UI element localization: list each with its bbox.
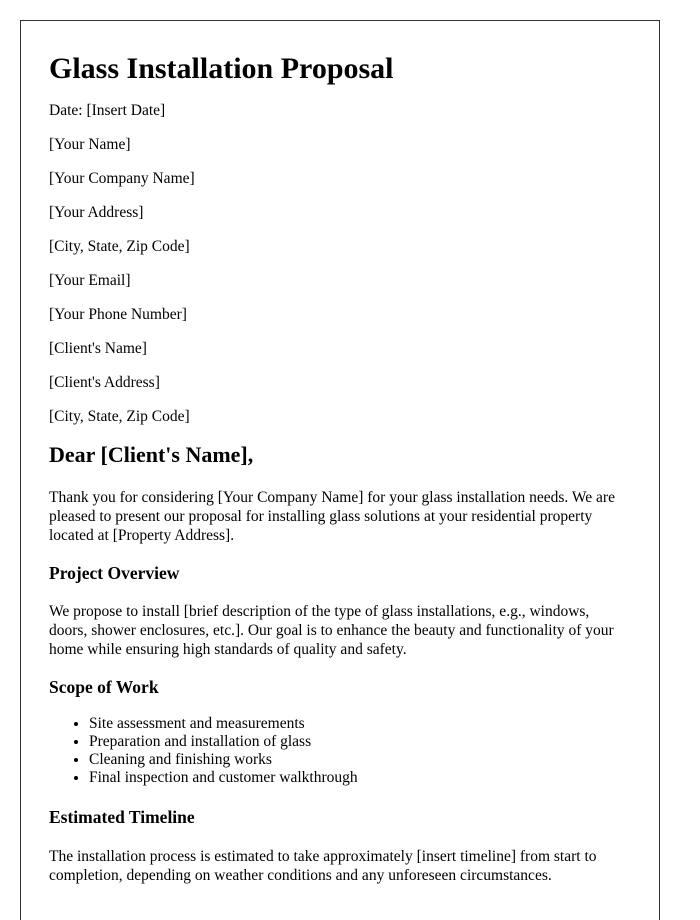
- list-item: • Site assessment and measurements: [89, 715, 631, 733]
- sender-email: [Your Email]: [49, 272, 131, 289]
- project-overview-text: We propose to install [brief description of the type of glass installations, e.g., windows, doors, shower enclosures, etc.]. Our goal is to enhance the beauty and functionality of your home while ensuring high standards of quality and safety.: [49, 603, 614, 658]
- sender-company: [Your Company Name]: [49, 170, 195, 187]
- date-line: Date: [Insert Date]: [49, 102, 166, 119]
- project-overview-heading: Project Overview: [49, 563, 180, 583]
- sender-name: [Your Name]: [49, 136, 131, 153]
- sender-address: [Your Address]: [49, 204, 144, 221]
- list-item: • Cleaning and finishing works: [89, 751, 631, 769]
- intro-paragraph: Thank you for considering [Your Company Name] for your glass installation needs. We are pleased to present our proposal for installing glass solutions at your residential property located at [Property Address].: [49, 489, 615, 544]
- list-item: • Preparation and installation of glass: [89, 733, 631, 751]
- client-name: [Client's Name]: [49, 340, 147, 357]
- scope-of-work-heading: Scope of Work: [49, 677, 159, 697]
- proposal-document: [20, 20, 660, 920]
- sender-city-state-zip: [City, State, Zip Code]: [49, 238, 190, 255]
- document-title: Glass Installation Proposal: [49, 52, 394, 85]
- scope-of-work-list: [49, 715, 631, 787]
- sender-phone: [Your Phone Number]: [49, 306, 187, 323]
- client-city-state-zip: [City, State, Zip Code]: [49, 408, 190, 425]
- client-address: [Client's Address]: [49, 374, 160, 391]
- greeting: Dear [Client's Name],: [49, 442, 254, 467]
- estimated-timeline-text: The installation process is estimated to take approximately [insert timeline] from start to completion, depending on weather conditions and any unforeseen circumstances.: [49, 848, 597, 884]
- list-item: • Final inspection and customer walkthrough: [89, 769, 631, 787]
- estimated-timeline-heading: Estimated Timeline: [49, 807, 195, 827]
